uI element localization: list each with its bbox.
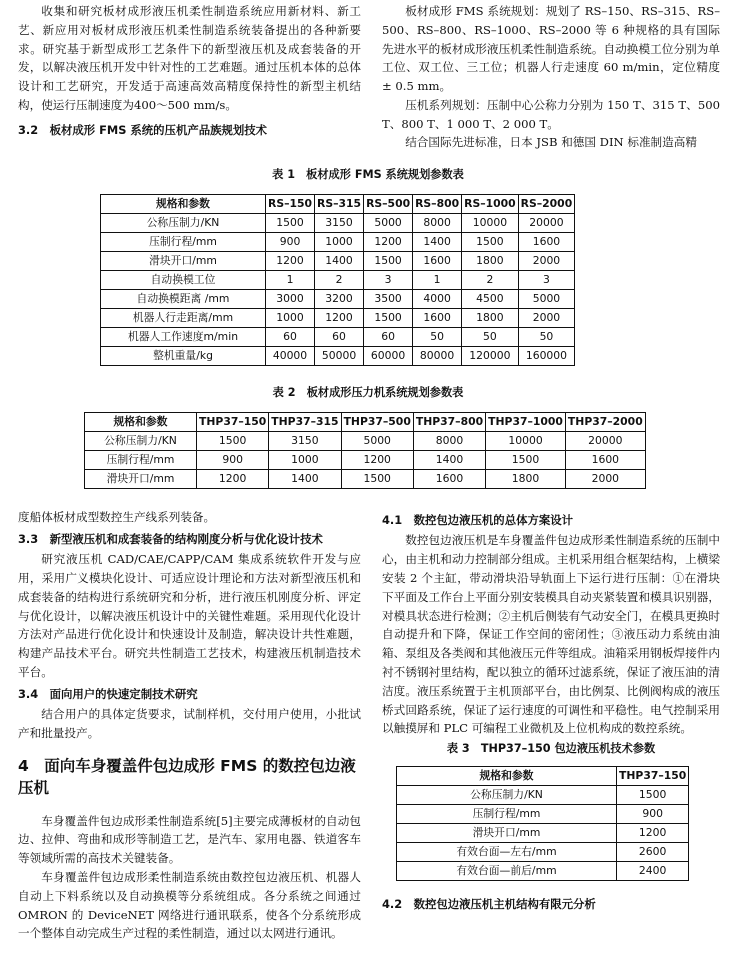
row-label-cell: 压制行程/mm: [101, 233, 266, 252]
table-cell: 1500: [462, 233, 519, 252]
table-cell: 80000: [413, 347, 462, 366]
paragraph: 研究液压机 CAD/CAE/CAPP/CAM 集成系统软件开发与应用，采用广义模块化设计、可适应设计理论和方法对新型液压机和成套装备的结构进行系统研究和分析，进行液压机刚度分析、评定与优化设计，以解决液压机设计中的关键性难题。采用现代化设计方法对产品进行优化设计和快速设计及制造，解决设计共性难题，构建产品技术平台。研究共性制造工艺技术，构建液压机制造技术平台。: [18, 552, 361, 679]
table-cell: 20000: [565, 432, 645, 451]
row-label-cell: 压制行程/mm: [397, 805, 617, 824]
table-cell: 1500: [486, 451, 566, 470]
table-header-cell: THP37–150: [617, 767, 689, 786]
table-cell: 50: [462, 328, 519, 347]
table-cell: 1800: [462, 252, 519, 271]
row-label-cell: 公称压制力/KN: [101, 214, 266, 233]
table-cell: 40000: [266, 347, 315, 366]
table-cell: 1600: [518, 233, 575, 252]
table-cell: 1000: [315, 233, 364, 252]
table-cell: 3200: [315, 290, 364, 309]
table-header-cell: RS–2000: [518, 195, 575, 214]
table-cell: 60: [266, 328, 315, 347]
table-header-cell: RS–1000: [462, 195, 519, 214]
paragraph: 结合用户的具体定货要求，试制样机，交付用户使用，小批试产和批量投产。: [18, 707, 361, 740]
table-cell: 1500: [364, 252, 413, 271]
table-cell: 900: [617, 805, 689, 824]
table-cell: 2: [315, 271, 364, 290]
table-row: [85, 451, 646, 470]
section-heading-4-2: 4.2 数控包边液压机主机结构有限元分析: [382, 897, 596, 912]
table-cell: 1500: [364, 309, 413, 328]
table-cell: 160000: [518, 347, 575, 366]
table-cell: 3500: [364, 290, 413, 309]
table-cell: 3: [518, 271, 575, 290]
table-row: [101, 290, 575, 309]
right-column-top: [382, 2, 720, 152]
table-cell: 3000: [266, 290, 315, 309]
table-header-row: [101, 195, 575, 214]
table-cell: 60000: [364, 347, 413, 366]
right-column-bottom: [382, 508, 720, 916]
table-row: [85, 432, 646, 451]
section-heading-3-3: 3.3 新型液压机和成套装备的结构刚度分析与优化设计技术: [18, 531, 323, 546]
row-label-cell: 机器人行走距离/mm: [101, 309, 266, 328]
table-cell: 50000: [315, 347, 364, 366]
section-heading-4-1: 4.1 数控包边液压机的总体方案设计: [382, 513, 574, 527]
table-cell: 50: [413, 328, 462, 347]
row-label-cell: 公称压制力/KN: [397, 786, 617, 805]
table-cell: 1500: [266, 214, 315, 233]
table1: [100, 194, 575, 366]
table-cell: 8000: [413, 432, 485, 451]
table-header-cell: RS–500: [364, 195, 413, 214]
table-header-cell: THP37–2000: [565, 413, 645, 432]
table-row: [101, 309, 575, 328]
table-header-cell: RS–800: [413, 195, 462, 214]
row-label-cell: 有效台面—前后/mm: [397, 862, 617, 881]
table-cell: 1400: [269, 470, 341, 489]
paragraph: 度船体板材成型数控生产线系列装备。: [18, 510, 216, 524]
paragraph: 车身覆盖件包边成形柔性制造系统由数控包边液压机、机器人自动上下料系统以及自动换模等分系统组成。各分系统之间通过 OMRON 的 DeviceNET 网络进行通讯联系，使各个分系统形成一个整体自动完成生产过程的柔性制造，通过以太网进行通讯。: [18, 870, 361, 941]
table-cell: 2000: [518, 309, 575, 328]
table-cell: 120000: [462, 347, 519, 366]
table-row: [397, 786, 689, 805]
table-cell: 1400: [315, 252, 364, 271]
table-cell: 4500: [462, 290, 519, 309]
table-cell: 1: [266, 271, 315, 290]
table-row: [397, 862, 689, 881]
table3: [396, 766, 689, 881]
table-header-cell: THP37–1000: [486, 413, 566, 432]
section-heading-3-2: 3.2 板材成形 FMS 系统的压机产品族规划技术: [18, 122, 268, 137]
left-column-top: [18, 2, 361, 141]
table-cell: 1200: [266, 252, 315, 271]
table-cell: 1200: [341, 451, 413, 470]
row-label-cell: 滑块开口/mm: [85, 470, 197, 489]
section-heading-3-4: 3.4 面向用户的快速定制技术研究: [18, 686, 198, 701]
row-label-cell: 滑块开口/mm: [101, 252, 266, 271]
table-cell: 60: [315, 328, 364, 347]
row-label-cell: 滑块开口/mm: [397, 824, 617, 843]
row-label-cell: 自动换模工位: [101, 271, 266, 290]
table-row: [101, 252, 575, 271]
table-cell: 1200: [617, 824, 689, 843]
row-label-cell: 压制行程/mm: [85, 451, 197, 470]
table-cell: 900: [197, 451, 269, 470]
table-cell: 5000: [518, 290, 575, 309]
table-cell: 1200: [197, 470, 269, 489]
table-cell: 20000: [518, 214, 575, 233]
table-cell: 5000: [341, 432, 413, 451]
table2-caption: 表 2 板材成形压力机系统规划参数表: [272, 386, 464, 399]
row-label-cell: 有效台面—左右/mm: [397, 843, 617, 862]
paragraph: 结合国际先进标准，日本 JSB 和德国 DIN 标准制造高精: [405, 135, 697, 150]
table-cell: 1400: [413, 451, 485, 470]
table-header-cell: RS–315: [315, 195, 364, 214]
table-row: [101, 233, 575, 252]
table-cell: 10000: [462, 214, 519, 233]
table-row: [101, 328, 575, 347]
table-row: [101, 214, 575, 233]
table-row: [397, 805, 689, 824]
table-header-cell: THP37–315: [269, 413, 341, 432]
table-cell: 1500: [341, 470, 413, 489]
table-cell: 5000: [364, 214, 413, 233]
table-header-row: [397, 767, 689, 786]
table1-caption: 表 1 板材成形 FMS 系统规划参数表: [272, 168, 464, 181]
table-row: [101, 271, 575, 290]
table-cell: 1800: [462, 309, 519, 328]
table-cell: 2600: [617, 843, 689, 862]
table-cell: 2000: [518, 252, 575, 271]
table-cell: 1800: [486, 470, 566, 489]
table-cell: 1000: [266, 309, 315, 328]
table-row: [101, 347, 575, 366]
table-row: [397, 824, 689, 843]
table-cell: 1600: [565, 451, 645, 470]
section-heading-4: 4 面向车身覆盖件包边成形 FMS 的数控包边液压机: [18, 756, 356, 798]
table-cell: 3150: [269, 432, 341, 451]
table-cell: 2400: [617, 862, 689, 881]
table-header-cell: RS–150: [266, 195, 315, 214]
table-header-cell: THP37–800: [413, 413, 485, 432]
table-cell: 10000: [486, 432, 566, 451]
table-header-cell: THP37–150: [197, 413, 269, 432]
paragraph: 收集和研究板材成形液压机柔性制造系统应用新材料、新工艺、新应用对板材成形液压机柔性制造系统装备提出的各种新要求。研究基于新型成形工艺条件下的新型液压机及成套装备的开发，以解决液压机开发中针对性的工艺难题。通过压机本体的总体设计和工艺研究，开发适于高速高效高精度保持性的新型主机结构，使运行压制速度为400～500 mm/s。: [18, 4, 361, 112]
table-cell: 1600: [413, 470, 485, 489]
table-cell: 1600: [413, 309, 462, 328]
left-column-bottom: [18, 508, 361, 943]
table3-caption: 表 3 THP37–150 包边液压机技术参数: [446, 742, 656, 756]
table-cell: 2: [462, 271, 519, 290]
row-label-cell: 公称压制力/KN: [85, 432, 197, 451]
row-label-cell: 整机重量/kg: [101, 347, 266, 366]
row-label-cell: 自动换模距离 /mm: [101, 290, 266, 309]
paragraph: 压机系列规划：压制中心公称力分别为 150 T、315 T、500 T、800 T、1 000 T、2 000 T。: [382, 97, 720, 131]
row-label-cell: 机器人工作速度m/min: [101, 328, 266, 347]
paragraph: 数控包边液压机是车身覆盖件包边成形柔性制造系统的压制中心，由主机和动力控制部分组成。主机采用组合框架结构，上横梁安装 2 个主缸，带动滑块沿导轨面上下运行进行压制：①在滑块下平面及工作台上平面分别安装模具自动夹紧装置和模具识别器，对模具状态进行检测；②主机后侧装有气动安全门，在模具更换时自动提升和下降，保证工作空间的密闭性；③液压动力系统由油箱、泵组及各类阀和其他液压元件等组成。油箱采用钢板焊接件内衬不锈钢衬里结构，配以独立的循环过滤系统，保证了液压油的清洁度。液压系统置于主机顶部平台，由比例泵、比例阀构成的液压桥式回路系统，保证了运行速度的可调性和平稳性。电气控制采用以触摸屏和 PLC 可编程工业微机及上位机构成的数控系统。: [382, 533, 720, 736]
table-cell: 4000: [413, 290, 462, 309]
table-header-cell: 规格和参数: [397, 767, 617, 786]
table-header-row: [85, 413, 646, 432]
table-cell: 1200: [364, 233, 413, 252]
table-cell: 60: [364, 328, 413, 347]
table-cell: 900: [266, 233, 315, 252]
table-cell: 1400: [413, 233, 462, 252]
table2: [84, 412, 646, 489]
table-cell: 3: [364, 271, 413, 290]
table-cell: 2000: [565, 470, 645, 489]
table-cell: 1500: [197, 432, 269, 451]
table-cell: 1200: [315, 309, 364, 328]
table-cell: 1500: [617, 786, 689, 805]
table-cell: 3150: [315, 214, 364, 233]
table-cell: 1000: [269, 451, 341, 470]
table-row: [397, 843, 689, 862]
table-header-cell: 规格和参数: [101, 195, 266, 214]
table-cell: 50: [518, 328, 575, 347]
paragraph: 车身覆盖件包边成形柔性制造系统[5]主要完成薄板材的自动包边、拉伸、弯曲和成形等制造工艺，是汽车、家用电器、铁道客车等领域所需的高技术关键装备。: [18, 813, 361, 866]
table-header-cell: 规格和参数: [85, 413, 197, 432]
paragraph: 板材成形 FMS 系统规划：规划了 RS–150、RS–315、RS–500、RS–800、RS–1000、RS–2000 等 6 种规格的具有国际先进水平的板材成形液压机柔性制造系统。自动换模工位分别为单工位、双工位、三工位；机器人行走速度 60 m/min，定位精度 ± 0.5 mm。: [382, 4, 720, 94]
table-cell: 8000: [413, 214, 462, 233]
table-header-cell: THP37–500: [341, 413, 413, 432]
table-cell: 1: [413, 271, 462, 290]
table2-block: [18, 384, 718, 489]
table-row: [85, 470, 646, 489]
table1-block: [18, 166, 718, 366]
table-cell: 1600: [413, 252, 462, 271]
